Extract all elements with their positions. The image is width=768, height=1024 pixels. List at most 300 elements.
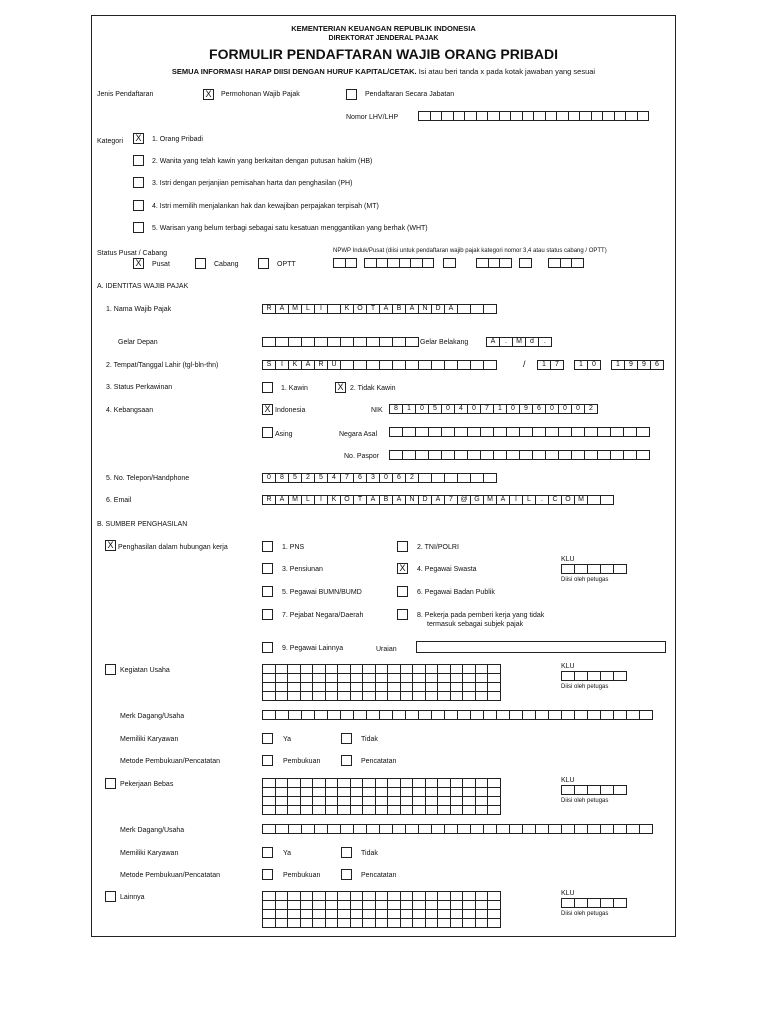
char-cell[interactable] [561,564,575,574]
char-cell[interactable] [418,360,432,370]
tidak-bebas-checkbox[interactable] [341,847,352,858]
char-cell[interactable] [431,360,445,370]
jabatan-checkbox[interactable] [346,89,357,100]
char-cell[interactable] [444,710,458,720]
char-cell[interactable]: D [418,495,432,505]
char-cell[interactable] [392,337,406,347]
char-cell[interactable] [571,258,584,268]
char-cell[interactable] [639,710,653,720]
char-cell[interactable] [379,824,393,834]
char-cell[interactable] [392,710,406,720]
char-cell[interactable] [587,785,601,795]
char-cell[interactable] [441,450,455,460]
grid-cell[interactable] [312,918,326,928]
char-cell[interactable] [392,824,406,834]
grid-cell[interactable] [487,918,501,928]
char-cell[interactable]: . [538,337,552,347]
job-checkbox-9[interactable] [262,642,273,653]
char-cell[interactable]: 1 [537,360,551,370]
tgl-cells[interactable] [537,360,564,370]
char-cell[interactable]: 9 [519,404,533,414]
char-cell[interactable]: A [275,495,289,505]
char-cell[interactable]: K [340,304,354,314]
kawin-checkbox[interactable] [262,382,273,393]
grid-cell[interactable] [275,805,289,815]
char-cell[interactable] [584,450,598,460]
char-cell[interactable]: M [512,337,526,347]
grid-cell[interactable] [375,691,389,701]
permohonan-checkbox[interactable]: X [203,89,214,100]
char-cell[interactable] [301,337,315,347]
char-cell[interactable]: 0 [571,404,585,414]
char-cell[interactable]: 6 [392,473,406,483]
grid-cell[interactable] [287,805,301,815]
char-cell[interactable] [519,450,533,460]
kegiatan-usaha-grid[interactable] [262,664,501,701]
char-cell[interactable]: I [314,495,328,505]
char-cell[interactable] [431,473,445,483]
grid-cell[interactable] [312,691,326,701]
char-cell[interactable]: K [288,360,302,370]
char-cell[interactable] [626,710,640,720]
char-cell[interactable] [353,360,367,370]
char-cell[interactable] [431,710,445,720]
char-cell[interactable]: 1 [611,360,625,370]
char-cell[interactable]: 8 [389,404,403,414]
char-cell[interactable] [574,898,588,908]
grid-cell[interactable] [450,918,464,928]
char-cell[interactable]: 2 [405,473,419,483]
char-cell[interactable] [574,824,588,834]
char-cell[interactable] [574,710,588,720]
char-cell[interactable] [392,360,406,370]
npwp-group-1[interactable] [333,258,357,268]
char-cell[interactable] [314,710,328,720]
char-cell[interactable]: I [314,304,328,314]
char-cell[interactable] [535,710,549,720]
pencatatan-bebas-checkbox[interactable] [341,869,352,880]
char-cell[interactable]: B [379,495,393,505]
char-cell[interactable] [405,710,419,720]
char-cell[interactable]: D [431,304,445,314]
char-cell[interactable] [532,427,546,437]
char-cell[interactable] [496,710,510,720]
char-cell[interactable]: M [288,304,302,314]
char-cell[interactable] [366,710,380,720]
grid-cell[interactable] [300,691,314,701]
char-cell[interactable] [327,304,341,314]
telepon-cells[interactable] [262,473,497,483]
char-cell[interactable]: 3 [366,473,380,483]
char-cell[interactable] [405,337,419,347]
char-cell[interactable] [558,427,572,437]
grid-cell[interactable] [462,691,476,701]
char-cell[interactable] [457,473,471,483]
char-cell[interactable] [548,824,562,834]
char-cell[interactable] [574,785,588,795]
char-cell[interactable]: 0 [558,404,572,414]
char-cell[interactable] [587,824,601,834]
char-cell[interactable] [613,564,627,574]
grid-cell[interactable] [400,805,414,815]
char-cell[interactable]: C [548,495,562,505]
klu-cells[interactable] [561,564,627,574]
grid-cell[interactable] [450,691,464,701]
char-cell[interactable] [480,450,494,460]
char-cell[interactable]: 6 [353,473,367,483]
grid-cell[interactable] [375,805,389,815]
npwp-group-5[interactable] [519,258,532,268]
char-cell[interactable] [610,427,624,437]
char-cell[interactable]: 2 [301,473,315,483]
char-cell[interactable]: 0 [545,404,559,414]
grid-cell[interactable] [262,691,276,701]
char-cell[interactable] [483,473,497,483]
grid-cell[interactable] [412,691,426,701]
char-cell[interactable]: A [431,495,445,505]
pekerjaan-bebas-checkbox[interactable] [105,778,116,789]
grid-cell[interactable] [350,918,364,928]
char-cell[interactable]: M [574,495,588,505]
char-cell[interactable]: S [262,360,276,370]
kategori-checkbox-4[interactable] [133,200,144,211]
char-cell[interactable]: 1 [574,360,588,370]
char-cell[interactable] [443,258,456,268]
grid-cell[interactable] [412,805,426,815]
pekerjaan-bebas-grid[interactable] [262,778,501,815]
grid-cell[interactable] [337,918,351,928]
grid-cell[interactable] [487,805,501,815]
char-cell[interactable] [522,710,536,720]
char-cell[interactable]: 5 [314,473,328,483]
char-cell[interactable] [275,337,289,347]
char-cell[interactable]: 0 [262,473,276,483]
char-cell[interactable] [587,564,601,574]
pusat-checkbox[interactable]: X [133,258,144,269]
bln-cells[interactable] [574,360,601,370]
char-cell[interactable] [571,450,585,460]
char-cell[interactable] [637,111,650,121]
char-cell[interactable]: 1 [493,404,507,414]
char-cell[interactable] [610,450,624,460]
char-cell[interactable] [379,710,393,720]
char-cell[interactable] [314,824,328,834]
char-cell[interactable]: d [525,337,539,347]
grid-cell[interactable] [262,918,276,928]
negara-cells[interactable] [389,427,650,437]
job-checkbox-8[interactable] [397,609,408,620]
grid-cell[interactable] [425,691,439,701]
char-cell[interactable] [389,427,403,437]
char-cell[interactable] [483,710,497,720]
char-cell[interactable] [483,304,497,314]
kerja-checkbox[interactable]: X [105,540,116,551]
char-cell[interactable] [600,898,614,908]
char-cell[interactable] [470,360,484,370]
tempat-cells[interactable] [262,360,497,370]
char-cell[interactable] [545,427,559,437]
char-cell[interactable] [548,710,562,720]
char-cell[interactable] [496,824,510,834]
char-cell[interactable] [262,824,276,834]
char-cell[interactable] [574,564,588,574]
char-cell[interactable] [600,564,614,574]
char-cell[interactable]: 0 [506,404,520,414]
char-cell[interactable]: G [470,495,484,505]
char-cell[interactable] [535,824,549,834]
char-cell[interactable]: T [353,495,367,505]
grid-cell[interactable] [362,918,376,928]
grid-cell[interactable] [475,805,489,815]
grid-cell[interactable] [325,805,339,815]
grid-cell[interactable] [462,918,476,928]
optt-checkbox[interactable] [258,258,269,269]
ya-bebas-checkbox[interactable] [262,847,273,858]
char-cell[interactable]: 7 [550,360,564,370]
char-cell[interactable] [444,360,458,370]
char-cell[interactable]: 2 [584,404,598,414]
grid-cell[interactable] [450,805,464,815]
lainnya-checkbox[interactable] [105,891,116,902]
char-cell[interactable] [428,450,442,460]
grid-cell[interactable] [425,918,439,928]
klu-cells[interactable] [561,785,627,795]
grid-cell[interactable] [475,691,489,701]
job-checkbox-1[interactable] [262,541,273,552]
char-cell[interactable]: A [301,360,315,370]
char-cell[interactable] [454,427,468,437]
char-cell[interactable] [457,360,471,370]
job-checkbox-2[interactable] [397,541,408,552]
char-cell[interactable]: 9 [637,360,651,370]
char-cell[interactable] [506,450,520,460]
char-cell[interactable]: @ [457,495,471,505]
grid-cell[interactable] [337,691,351,701]
char-cell[interactable]: T [366,304,380,314]
char-cell[interactable]: A [486,337,500,347]
grid-cell[interactable] [375,918,389,928]
char-cell[interactable] [587,671,601,681]
char-cell[interactable]: I [275,360,289,370]
char-cell[interactable] [600,824,614,834]
char-cell[interactable] [571,427,585,437]
char-cell[interactable]: 5 [428,404,442,414]
char-cell[interactable] [493,427,507,437]
char-cell[interactable]: . [499,337,513,347]
char-cell[interactable]: A [444,304,458,314]
char-cell[interactable]: O [353,304,367,314]
char-cell[interactable]: 1 [402,404,416,414]
nik-cells[interactable] [389,404,598,414]
char-cell[interactable] [353,710,367,720]
grid-cell[interactable] [437,691,451,701]
asing-checkbox[interactable] [262,427,273,438]
char-cell[interactable]: R [262,304,276,314]
char-cell[interactable] [636,427,650,437]
char-cell[interactable] [600,710,614,720]
tidak-kawin-checkbox[interactable]: X [335,382,346,393]
char-cell[interactable]: 9 [624,360,638,370]
char-cell[interactable]: 4 [454,404,468,414]
gelar-depan-cells[interactable] [262,337,419,347]
char-cell[interactable]: O [340,495,354,505]
grid-cell[interactable] [300,918,314,928]
grid-cell[interactable] [300,805,314,815]
char-cell[interactable]: 8 [275,473,289,483]
char-cell[interactable] [418,710,432,720]
char-cell[interactable] [561,824,575,834]
char-cell[interactable] [597,450,611,460]
grid-cell[interactable] [337,805,351,815]
char-cell[interactable] [623,427,637,437]
char-cell[interactable] [519,258,532,268]
char-cell[interactable] [262,710,276,720]
char-cell[interactable] [613,710,627,720]
char-cell[interactable]: 4 [327,473,341,483]
char-cell[interactable] [613,898,627,908]
char-cell[interactable]: I [509,495,523,505]
char-cell[interactable] [457,710,471,720]
char-cell[interactable]: 0 [587,360,601,370]
char-cell[interactable] [613,824,627,834]
char-cell[interactable]: A [366,495,380,505]
grid-cell[interactable] [362,805,376,815]
char-cell[interactable] [457,304,471,314]
char-cell[interactable]: A [405,304,419,314]
char-cell[interactable] [262,337,276,347]
char-cell[interactable]: L [301,304,315,314]
char-cell[interactable] [379,337,393,347]
npwp-group-3[interactable] [443,258,456,268]
char-cell[interactable] [483,824,497,834]
char-cell[interactable]: 0 [467,404,481,414]
merk-bebas-cells[interactable] [262,824,653,834]
cabang-checkbox[interactable] [195,258,206,269]
char-cell[interactable] [327,337,341,347]
char-cell[interactable] [366,360,380,370]
char-cell[interactable] [561,785,575,795]
char-cell[interactable] [483,360,497,370]
job-checkbox-5[interactable] [262,586,273,597]
char-cell[interactable] [379,360,393,370]
char-cell[interactable] [493,450,507,460]
char-cell[interactable] [340,824,354,834]
merk-usaha-cells[interactable] [262,710,653,720]
char-cell[interactable] [613,671,627,681]
char-cell[interactable] [441,427,455,437]
char-cell[interactable]: 0 [441,404,455,414]
char-cell[interactable]: 7 [340,473,354,483]
ya-usaha-checkbox[interactable] [262,733,273,744]
indonesia-checkbox[interactable]: X [262,404,273,415]
npwp-group-4[interactable] [476,258,512,268]
job-checkbox-7[interactable] [262,609,273,620]
char-cell[interactable]: 7 [444,495,458,505]
char-cell[interactable]: 0 [415,404,429,414]
klu-cells[interactable] [561,898,627,908]
char-cell[interactable]: M [483,495,497,505]
grid-cell[interactable] [350,805,364,815]
grid-cell[interactable] [350,691,364,701]
char-cell[interactable] [353,337,367,347]
char-cell[interactable] [402,427,416,437]
char-cell[interactable] [613,785,627,795]
char-cell[interactable] [561,898,575,908]
char-cell[interactable] [301,824,315,834]
char-cell[interactable] [509,824,523,834]
char-cell[interactable]: U [327,360,341,370]
char-cell[interactable] [314,337,328,347]
char-cell[interactable] [418,473,432,483]
pembukuan-bebas-checkbox[interactable] [262,869,273,880]
thn-cells[interactable] [611,360,664,370]
char-cell[interactable] [470,710,484,720]
char-cell[interactable] [327,710,341,720]
grid-cell[interactable] [325,691,339,701]
npwp-group-2[interactable] [364,258,434,268]
char-cell[interactable] [402,450,416,460]
grid-cell[interactable] [387,918,401,928]
char-cell[interactable] [522,824,536,834]
kegiatan-usaha-checkbox[interactable] [105,664,116,675]
char-cell[interactable] [519,427,533,437]
uraian-input[interactable] [416,641,666,653]
char-cell[interactable] [600,785,614,795]
nama-cells[interactable] [262,304,497,314]
char-cell[interactable] [600,671,614,681]
char-cell[interactable] [444,473,458,483]
pembukuan-usaha-checkbox[interactable] [262,755,273,766]
char-cell[interactable] [353,824,367,834]
char-cell[interactable] [301,710,315,720]
kategori-checkbox-1[interactable]: X [133,133,144,144]
char-cell[interactable] [415,450,429,460]
char-cell[interactable] [597,427,611,437]
char-cell[interactable] [415,427,429,437]
char-cell[interactable] [366,824,380,834]
char-cell[interactable]: L [522,495,536,505]
kategori-checkbox-2[interactable] [133,155,144,166]
pencatatan-usaha-checkbox[interactable] [341,755,352,766]
grid-cell[interactable] [287,918,301,928]
job-checkbox-4[interactable]: X [397,563,408,574]
char-cell[interactable] [587,898,601,908]
char-cell[interactable] [545,450,559,460]
char-cell[interactable] [288,710,302,720]
char-cell[interactable] [345,258,358,268]
grid-cell[interactable] [437,918,451,928]
char-cell[interactable] [288,824,302,834]
grid-cell[interactable] [400,918,414,928]
grid-cell[interactable] [475,918,489,928]
email-cells[interactable] [262,495,614,505]
grid-cell[interactable] [387,691,401,701]
char-cell[interactable] [340,360,354,370]
char-cell[interactable]: N [405,495,419,505]
char-cell[interactable]: A [496,495,510,505]
grid-cell[interactable] [462,805,476,815]
char-cell[interactable] [288,337,302,347]
grid-cell[interactable] [425,805,439,815]
char-cell[interactable] [340,710,354,720]
char-cell[interactable]: A [392,495,406,505]
char-cell[interactable] [587,710,601,720]
job-checkbox-6[interactable] [397,586,408,597]
char-cell[interactable] [470,304,484,314]
lhv-cells[interactable] [418,111,649,121]
gelar-belakang-cells[interactable] [486,337,552,347]
char-cell[interactable] [431,824,445,834]
